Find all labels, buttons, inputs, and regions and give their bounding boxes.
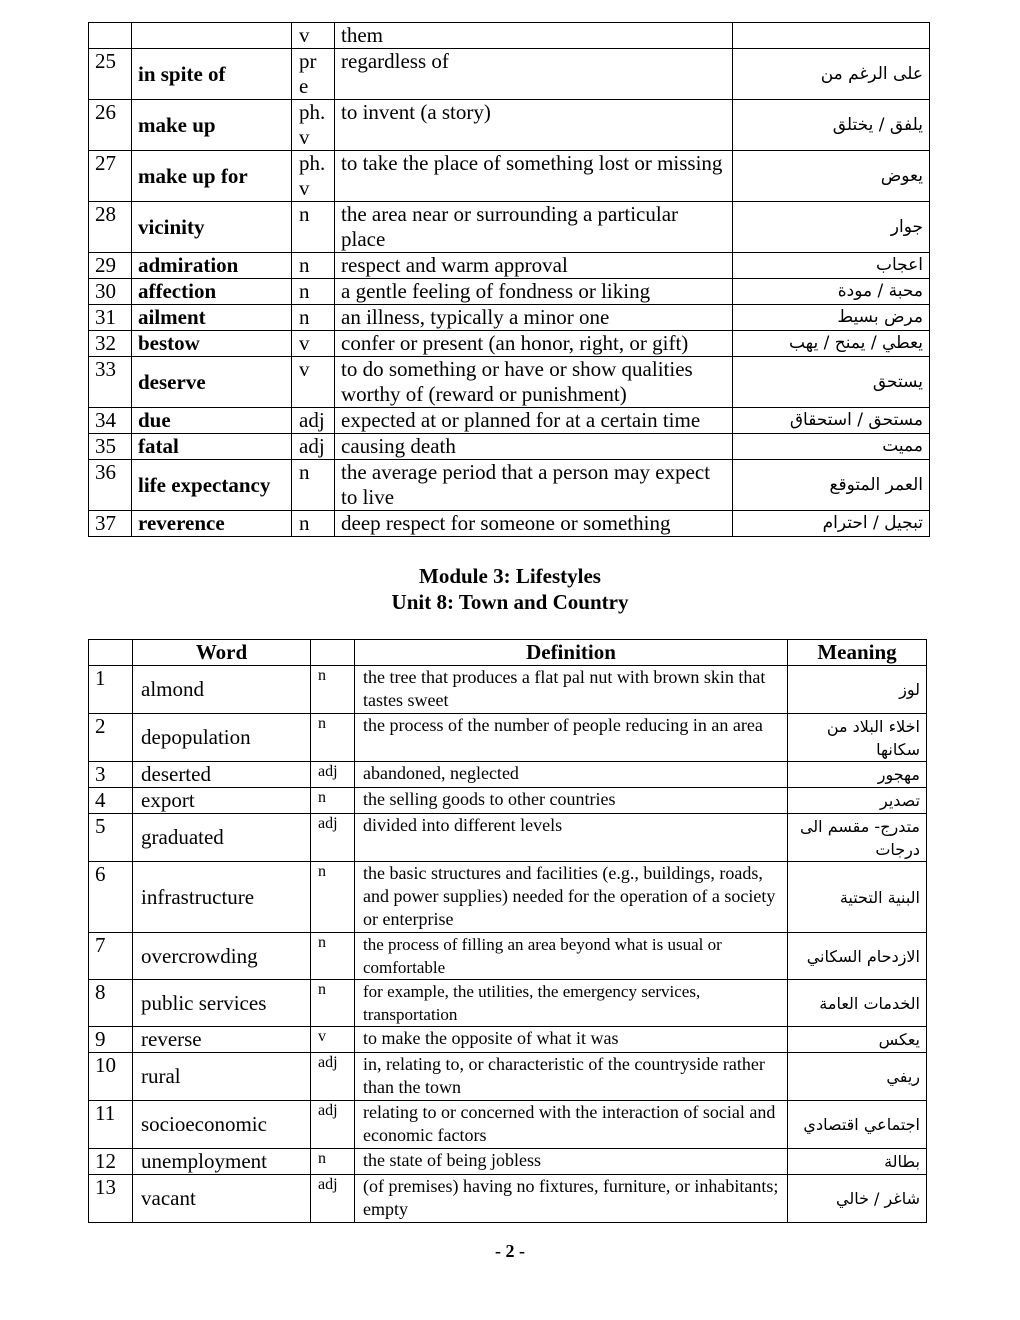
arabic-meaning: على الرغم من (733, 49, 930, 100)
arabic-meaning: يعكس (788, 1027, 927, 1053)
row-number: 36 (89, 460, 132, 511)
table-row (89, 511, 930, 537)
arabic-meaning (733, 23, 930, 49)
header-pos (311, 640, 355, 666)
header-word: Word (133, 640, 311, 666)
definition: in, relating to, or characteristic of the countryside rather than the town (355, 1053, 788, 1101)
table-row (89, 202, 930, 253)
part-of-speech: ph. v (292, 151, 335, 202)
vocab-word: depopulation (133, 714, 311, 762)
arabic-meaning: جوار (733, 202, 930, 253)
arabic-meaning: يعطي / يمنح / يهب (733, 331, 930, 357)
row-number: 26 (89, 100, 132, 151)
module-title: Module 3: Lifestyles (419, 564, 601, 588)
row-number: 30 (89, 279, 132, 305)
vocab-word: reverence (132, 511, 292, 537)
definition: the area near or surrounding a particular place (335, 202, 733, 253)
definition: relating to or concerned with the interaction of social and economic factors (355, 1101, 788, 1149)
arabic-meaning: اجتماعي اقتصادي (788, 1101, 927, 1149)
arabic-meaning: مستحق / استحقاق (733, 408, 930, 434)
vocab-word: bestow (132, 331, 292, 357)
row-number: 9 (89, 1027, 133, 1053)
vocab-word (132, 23, 292, 49)
part-of-speech: n (292, 279, 335, 305)
row-number: 25 (89, 49, 132, 100)
row-number: 8 (89, 980, 133, 1027)
arabic-meaning: الازدحام السكاني (788, 933, 927, 980)
header-definition: Definition (355, 640, 788, 666)
row-number: 4 (89, 788, 133, 814)
part-of-speech: n (311, 1149, 355, 1175)
part-of-speech: n (311, 862, 355, 933)
table-row (89, 788, 927, 814)
section-heading (0, 563, 1020, 615)
part-of-speech: n (292, 460, 335, 511)
part-of-speech: adj (292, 408, 335, 434)
definition: causing death (335, 434, 733, 460)
row-number: 28 (89, 202, 132, 253)
part-of-speech: n (311, 714, 355, 762)
vocab-word: fatal (132, 434, 292, 460)
header-meaning: Meaning (788, 640, 927, 666)
definition: to make the opposite of what it was (355, 1027, 788, 1053)
definition: abandoned, neglected (355, 762, 788, 788)
vocab-word: unemployment (133, 1149, 311, 1175)
definition: for example, the utilities, the emergency services, transportation (355, 980, 788, 1027)
vocab-word: overcrowding (133, 933, 311, 980)
row-number: 29 (89, 253, 132, 279)
row-number: 6 (89, 862, 133, 933)
row-number: 12 (89, 1149, 133, 1175)
vocab-word: infrastructure (133, 862, 311, 933)
part-of-speech: adj (311, 814, 355, 862)
vocab-word: admiration (132, 253, 292, 279)
table-row (89, 331, 930, 357)
row-number: 31 (89, 305, 132, 331)
table-row (89, 714, 927, 762)
definition: regardless of (335, 49, 733, 100)
definition: the average period that a person may expect to live (335, 460, 733, 511)
row-number: 10 (89, 1053, 133, 1101)
arabic-meaning: لوز (788, 666, 927, 714)
part-of-speech: n (311, 980, 355, 1027)
table-row (89, 862, 927, 933)
table-row (89, 1101, 927, 1149)
vocab-word: deserve (132, 357, 292, 408)
vocab-word: deserted (133, 762, 311, 788)
vocab-word: vacant (133, 1175, 311, 1223)
definition: the tree that produces a flat pal nut with brown skin that tastes sweet (355, 666, 788, 714)
definition: to do something or have or show qualities worthy of (reward or punishment) (335, 357, 733, 408)
definition: them (335, 23, 733, 49)
part-of-speech: n (311, 933, 355, 980)
table-row (89, 762, 927, 788)
definition: deep respect for someone or something (335, 511, 733, 537)
definition: confer or present (an honor, right, or gift) (335, 331, 733, 357)
arabic-meaning: ريفي (788, 1053, 927, 1101)
vocab-word: life expectancy (132, 460, 292, 511)
table-row (89, 1175, 927, 1223)
definition: the selling goods to other countries (355, 788, 788, 814)
part-of-speech: n (292, 202, 335, 253)
arabic-meaning: شاغر / خالي (788, 1175, 927, 1223)
table-row (89, 408, 930, 434)
definition: to take the place of something lost or missing (335, 151, 733, 202)
definition: an illness, typically a minor one (335, 305, 733, 331)
row-number: 33 (89, 357, 132, 408)
arabic-meaning: العمر المتوقع (733, 460, 930, 511)
arabic-meaning: مميت (733, 434, 930, 460)
row-number: 27 (89, 151, 132, 202)
table-header-row (89, 640, 927, 666)
vocab-word: affection (132, 279, 292, 305)
arabic-meaning: يستحق (733, 357, 930, 408)
table-row (89, 1149, 927, 1175)
arabic-meaning: يعوض (733, 151, 930, 202)
vocab-table-unit-8 (88, 639, 927, 1223)
row-number: 37 (89, 511, 132, 537)
vocab-word: reverse (133, 1027, 311, 1053)
row-number: 2 (89, 714, 133, 762)
vocab-word: public services (133, 980, 311, 1027)
row-number: 32 (89, 331, 132, 357)
part-of-speech: adj (292, 434, 335, 460)
table-row (89, 666, 927, 714)
definition: the state of being jobless (355, 1149, 788, 1175)
row-number: 11 (89, 1101, 133, 1149)
definition: (of premises) having no fixtures, furniture, or inhabitants; empty (355, 1175, 788, 1223)
unit-title: Unit 8: Town and Country (391, 590, 629, 614)
vocab-word: rural (133, 1053, 311, 1101)
part-of-speech: n (292, 511, 335, 537)
table-row (89, 933, 927, 980)
vocab-word: in spite of (132, 49, 292, 100)
part-of-speech: n (311, 666, 355, 714)
vocab-word: export (133, 788, 311, 814)
definition: the process of filling an area beyond what is usual or comfortable (355, 933, 788, 980)
vocab-word: ailment (132, 305, 292, 331)
table-row (89, 279, 930, 305)
page-number: - 2 - (495, 1241, 525, 1261)
table-row (89, 460, 930, 511)
vocab-table-unit-continued (88, 22, 930, 537)
vocab-word: graduated (133, 814, 311, 862)
table-row (89, 305, 930, 331)
row-number: 3 (89, 762, 133, 788)
part-of-speech: n (311, 788, 355, 814)
row-number (89, 23, 132, 49)
arabic-meaning: مهجور (788, 762, 927, 788)
part-of-speech: v (292, 357, 335, 408)
definition: the basic structures and facilities (e.g., buildings, roads, and power supplies) needed for the operation of a society or enterprise (355, 862, 788, 933)
arabic-meaning: مرض بسيط (733, 305, 930, 331)
vocab-word: vicinity (132, 202, 292, 253)
header-number (89, 640, 133, 666)
table-row (89, 1027, 927, 1053)
table-row (89, 23, 930, 49)
row-number: 7 (89, 933, 133, 980)
part-of-speech: adj (311, 762, 355, 788)
table-row (89, 151, 930, 202)
part-of-speech: pr e (292, 49, 335, 100)
part-of-speech: v (292, 331, 335, 357)
definition: respect and warm approval (335, 253, 733, 279)
row-number: 5 (89, 814, 133, 862)
vocab-word: make up for (132, 151, 292, 202)
arabic-meaning: يلفق / يختلق (733, 100, 930, 151)
arabic-meaning: اعجاب (733, 253, 930, 279)
definition: to invent (a story) (335, 100, 733, 151)
row-number: 1 (89, 666, 133, 714)
definition: the process of the number of people reducing in an area (355, 714, 788, 762)
table-row (89, 434, 930, 460)
part-of-speech: v (311, 1027, 355, 1053)
arabic-meaning: محبة / مودة (733, 279, 930, 305)
definition: a gentle feeling of fondness or liking (335, 279, 733, 305)
part-of-speech: v (292, 23, 335, 49)
part-of-speech: ph. v (292, 100, 335, 151)
vocab-word: socioeconomic (133, 1101, 311, 1149)
arabic-meaning: متدرج- مقسم الى درجات (788, 814, 927, 862)
part-of-speech: n (292, 253, 335, 279)
definition: divided into different levels (355, 814, 788, 862)
part-of-speech: n (292, 305, 335, 331)
arabic-meaning: البنية التحتية (788, 862, 927, 933)
arabic-meaning: الخدمات العامة (788, 980, 927, 1027)
definition: expected at or planned for at a certain time (335, 408, 733, 434)
table-row (89, 100, 930, 151)
table-row (89, 980, 927, 1027)
vocab-word: make up (132, 100, 292, 151)
vocab-word: due (132, 408, 292, 434)
row-number: 35 (89, 434, 132, 460)
arabic-meaning: بطالة (788, 1149, 927, 1175)
arabic-meaning: اخلاء البلاد من سكانها (788, 714, 927, 762)
table-row (89, 814, 927, 862)
table-row (89, 49, 930, 100)
part-of-speech: adj (311, 1101, 355, 1149)
arabic-meaning: تصدير (788, 788, 927, 814)
row-number: 13 (89, 1175, 133, 1223)
part-of-speech: adj (311, 1053, 355, 1101)
part-of-speech: adj (311, 1175, 355, 1223)
table-row (89, 1053, 927, 1101)
table-row (89, 253, 930, 279)
row-number: 34 (89, 408, 132, 434)
arabic-meaning: تبجيل / احترام (733, 511, 930, 537)
vocab-word: almond (133, 666, 311, 714)
table-row (89, 357, 930, 408)
